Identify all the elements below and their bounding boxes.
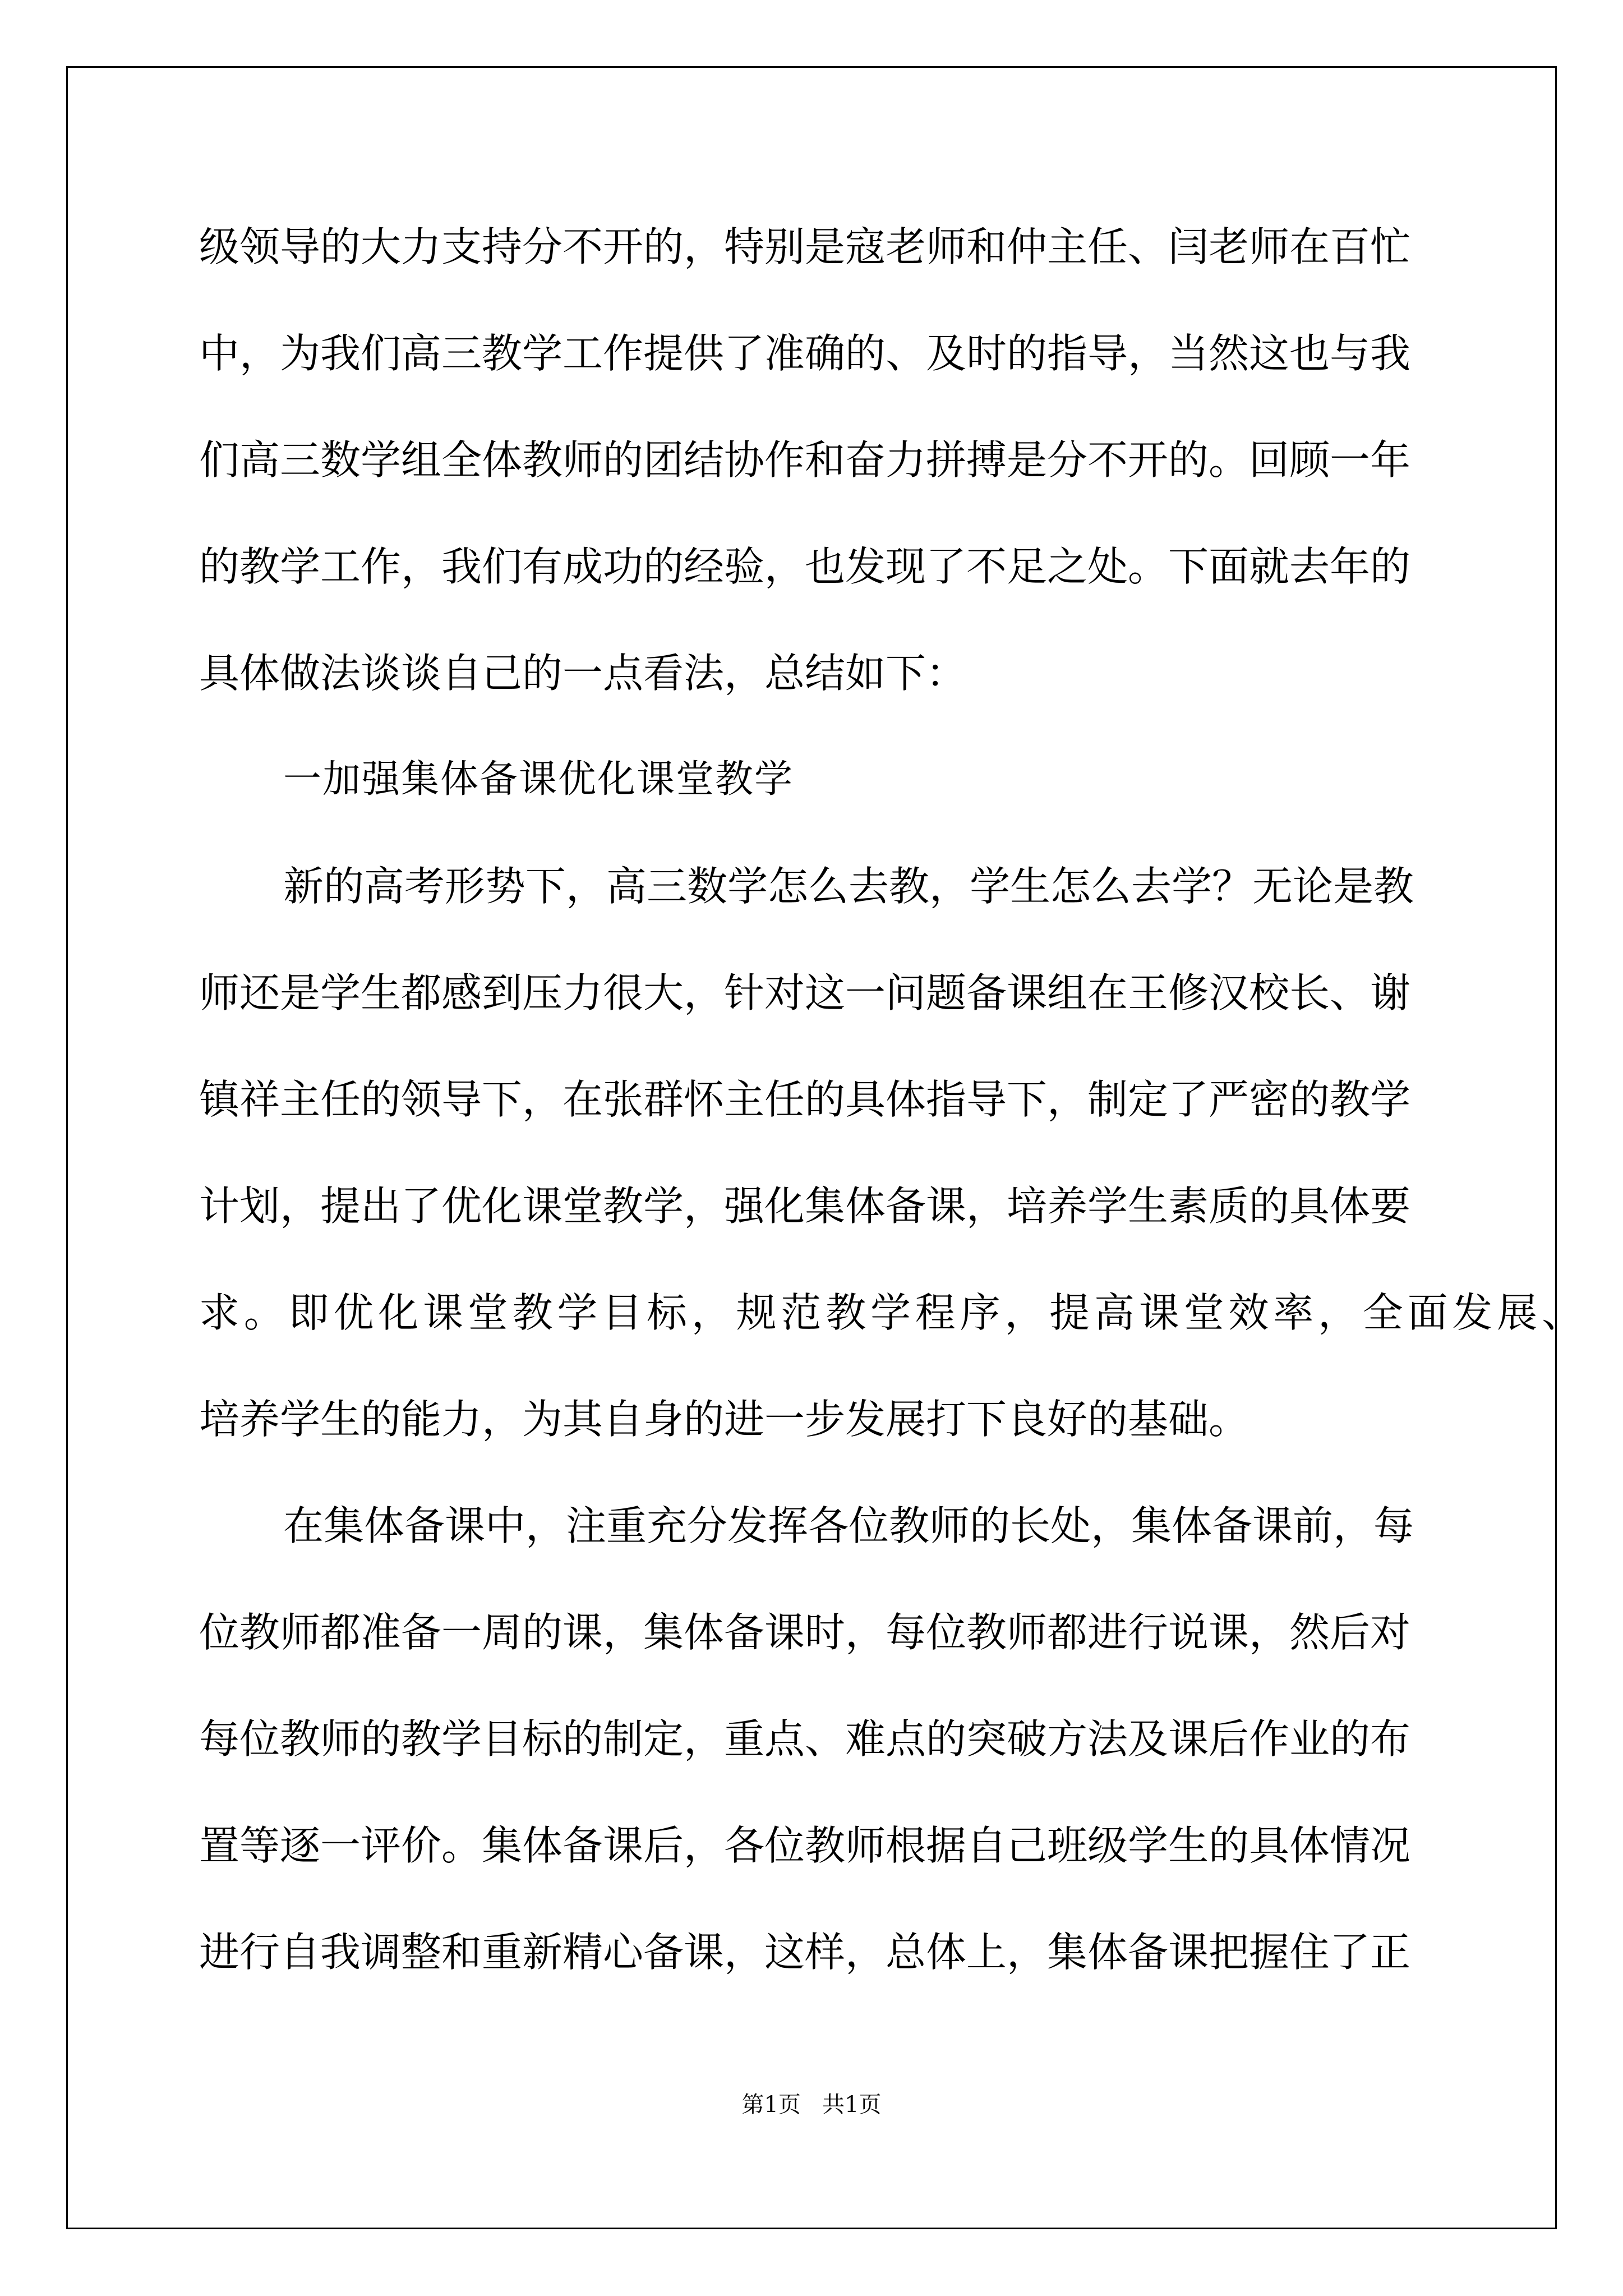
page-footer: 第1页 共1页 <box>741 2092 882 2118</box>
text-line: 培养学生的能力，为其自身的进一步发展打下良好的基础。 <box>199 1396 1249 1443</box>
text-line: 镇祥主任的领导下，在张群怀主任的具体指导下，制定了严密的教学 <box>199 1076 1411 1123</box>
section-heading: 一加强集体备课优化课堂教学 <box>283 757 794 802</box>
text-line: 位教师都准备一周的课，集体备课时，每位教师都进行说课，然后对 <box>199 1609 1411 1656</box>
text-line: 级领导的大力支持分不开的，特别是寇老师和仲主任、闫老师在百忙 <box>199 223 1411 270</box>
text-line: 在集体备课中，注重充分发挥各位教师的长处，集体备课前，每 <box>283 1502 1414 1549</box>
text-line: 求。即优化课堂教学目标，规范教学程序，提高课堂效率，全面发展、 <box>199 1289 1587 1336</box>
text-line: 每位教师的教学目标的制定，重点、难点的突破方法及课后作业的布 <box>199 1715 1411 1763</box>
text-line: 置等逐一评价。集体备课后，各位教师根据自己班级学生的具体情况 <box>199 1822 1411 1869</box>
text-line: 新的高考形势下，高三数学怎么去教，学生怎么去学？无论是教 <box>283 863 1414 910</box>
text-line: 们高三数学组全体教师的团结协作和奋力拼搏是分不开的。回顾一年 <box>199 436 1411 484</box>
text-line: 具体做法谈谈自己的一点看法，总结如下： <box>199 650 967 697</box>
text-line: 计划，提出了优化课堂教学，强化集体备课，培养学生素质的具体要 <box>199 1182 1411 1230</box>
document-body <box>199 216 1587 2028</box>
text-line: 中，为我们高三教学工作提供了准确的、及时的指导，当然这也与我 <box>199 330 1411 377</box>
text-line: 师还是学生都感到压力很大，针对这一问题备课组在王修汉校长、谢 <box>199 969 1411 1016</box>
text-line: 的教学工作，我们有成功的经验，也发现了不足之处。下面就去年的 <box>199 543 1411 590</box>
text-line: 进行自我调整和重新精心备课，这样，总体上，集体备课把握住了正 <box>199 1929 1411 1976</box>
